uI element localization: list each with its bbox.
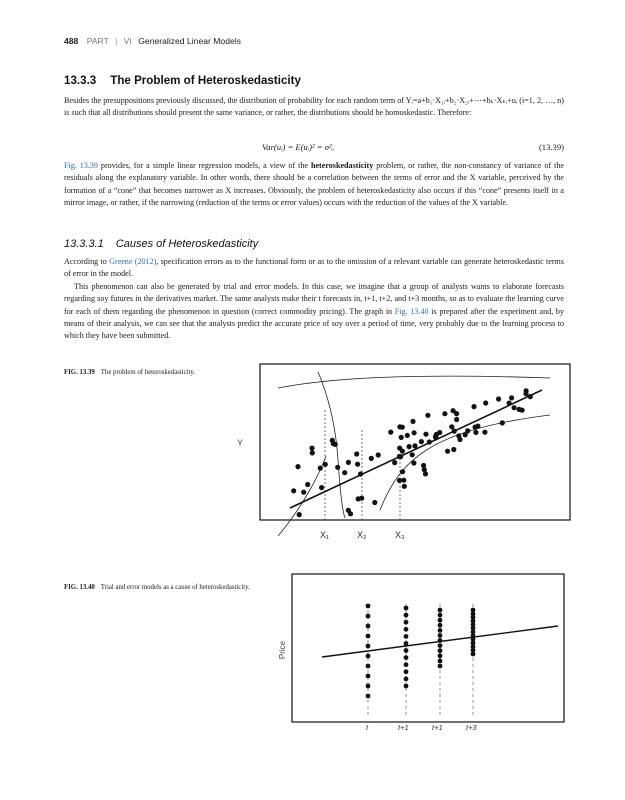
price-point	[438, 638, 443, 643]
scatter-point	[402, 484, 407, 489]
paragraph-greene	[64, 256, 564, 281]
text-run: provides, for a simple linear regression models, a view of the	[97, 161, 311, 170]
scatter-point	[473, 430, 478, 435]
section-heading	[64, 74, 301, 87]
scatter-point	[482, 430, 487, 435]
text-run: problem, or rather, the non-constancy of variance of the residuals along the explanatory variable. In other words, there should be a correlation between the terms of error and the X variable, perceived by the formation of a “cone” that becomes narrower as X increases. Obviously, the problem of heteroskedasticity also occurs if this “cone” presents itself in a mirror image, or rather, if the narrowing (reduction of the terms or error values) occurs with the reduction of the values of the X variable.	[64, 161, 564, 207]
page-number: 488	[64, 36, 79, 46]
greene-2012-link[interactable]: Greene (2012)	[109, 257, 157, 266]
text-run: This phenomenon can also be generated by trial and error models. In this case, we imagine that a group of analysts wants to elaborate forecasts regarding soy futures in the derivatives market. The same analysts make their t forecasts in, t+1, t+2, and t+3 months, so as to evaluate the learning curve for each of them regarding the phenomenon in question (correct commodity pricing). The graph in	[64, 282, 564, 316]
figure-caption-text: Trial and error models as a cause of heteroskedasticity.	[100, 584, 250, 591]
figure-caption-text: The problem of heteroskedasticity.	[100, 369, 196, 376]
price-point	[404, 634, 409, 639]
part-title: Generalized Linear Models	[138, 36, 241, 46]
scatter-point	[500, 420, 505, 425]
price-point	[366, 614, 371, 619]
x-ticks	[320, 530, 405, 540]
scatter-point	[400, 469, 405, 474]
scatter-point	[295, 464, 300, 469]
plot-frame	[292, 574, 564, 722]
price-point	[438, 613, 443, 618]
scatter-point	[437, 430, 442, 435]
figure-label: FIG. 13.40	[64, 584, 95, 591]
scatter-point	[410, 419, 415, 424]
scatter-point	[451, 447, 456, 452]
scatter-point	[427, 439, 432, 444]
scatter-point	[354, 451, 359, 456]
text-run: , specification errors as to the functional form or as to the omission of a relevant variable can generate heteroskedastic terms of error in the model.	[64, 257, 564, 279]
text-run: is prepared after the experiment and, by means of their analysis, we can see that the analysts predict the accurate price of soy over a period of time, very probably due to the learning process to which they have been submitted.	[64, 306, 565, 341]
tick-label: t	[366, 723, 369, 732]
scatter-point	[507, 401, 512, 406]
price-point	[404, 627, 409, 632]
scatter-point	[496, 396, 501, 401]
scatter-point	[342, 470, 347, 475]
figure-caption-13-40	[64, 583, 259, 593]
scatter-point	[355, 462, 360, 467]
price-point	[404, 606, 409, 611]
tick-label: t+1	[432, 723, 443, 732]
price-point	[366, 654, 371, 659]
header-separator: |	[115, 36, 118, 46]
plot-frame	[260, 364, 570, 520]
scatter-point	[423, 432, 428, 437]
scatter-point	[449, 424, 454, 429]
tick-label: X₃	[395, 530, 405, 540]
scatter-point	[392, 460, 397, 465]
price-point	[438, 643, 443, 648]
paragraph-trial-error	[64, 281, 564, 342]
scatter-point	[346, 508, 351, 513]
price-point	[366, 624, 371, 629]
price-point	[404, 613, 409, 618]
scatter-point	[419, 439, 424, 444]
price-point	[438, 653, 443, 658]
bold-term: heteroskedasticity	[310, 161, 374, 170]
section-title: The Problem of Heteroskedasticity	[110, 74, 301, 87]
subsection-title: Causes of Heteroskedasticity	[115, 238, 259, 250]
price-point	[366, 664, 371, 669]
price-point	[438, 664, 443, 669]
price-point	[438, 623, 443, 628]
figure-13-40-trial-error	[270, 568, 590, 740]
scatter-point	[412, 430, 417, 435]
scatter-point	[454, 411, 459, 416]
price-point	[366, 644, 371, 649]
price-point	[404, 620, 409, 625]
part-label: PART	[86, 36, 109, 46]
equation-text: Var(uᵢ) = E(uᵢ)² = σ²ᵤ	[262, 142, 335, 152]
paragraph-figure-description	[64, 160, 564, 209]
scatter-point	[372, 500, 377, 505]
scatter-point	[528, 394, 533, 399]
price-point	[366, 684, 371, 689]
scatter-point	[397, 424, 402, 429]
tick-label: t+1	[398, 723, 409, 732]
scatter-point	[433, 435, 438, 440]
scatter-point	[397, 446, 402, 451]
equation-number: (13.39)	[538, 142, 564, 152]
price-point	[471, 652, 476, 657]
scatter-point	[318, 466, 323, 471]
scatter-point	[471, 404, 476, 409]
price-point	[404, 641, 409, 646]
x-ticks	[366, 723, 477, 732]
price-point	[438, 633, 443, 638]
scatter-point	[411, 460, 416, 465]
scatter-point	[523, 391, 528, 396]
running-header	[64, 36, 241, 46]
y-axis-label: Y	[236, 438, 244, 448]
scatter-point	[445, 449, 450, 454]
scatter-point	[323, 462, 328, 467]
scatter-point	[483, 400, 488, 405]
scatter-point	[388, 430, 393, 435]
section-number: 13.3.3	[64, 74, 97, 87]
figure-label: FIG. 13.39	[64, 369, 95, 376]
scatter-point	[407, 444, 412, 449]
price-point	[366, 674, 371, 679]
figure-13-39-heteroskedasticity	[230, 360, 590, 550]
price-point	[366, 604, 371, 609]
subsection-heading	[64, 238, 258, 250]
scatter-point	[310, 450, 315, 455]
scatter-point	[305, 482, 310, 487]
price-point	[438, 628, 443, 633]
price-point	[366, 634, 371, 639]
scatter-point	[401, 478, 406, 483]
price-point	[404, 677, 409, 682]
scatter-point	[376, 452, 381, 457]
fig-13-39-link[interactable]: Fig. 13.39	[64, 161, 98, 170]
scatter-point	[397, 454, 402, 459]
price-point	[438, 608, 443, 613]
scatter-point	[405, 433, 410, 438]
scatter-point	[423, 471, 428, 476]
price-point	[438, 648, 443, 653]
scatter-point	[369, 456, 374, 461]
equation-13-39	[64, 142, 564, 156]
scatter-point	[399, 435, 404, 440]
scatter-point	[309, 446, 314, 451]
fig-13-40-link[interactable]: Fig. 13.40	[394, 306, 429, 316]
price-point	[404, 684, 409, 689]
scatter-point	[512, 405, 517, 410]
scatter-point	[335, 465, 340, 470]
scatter-point	[346, 460, 351, 465]
price-point	[438, 659, 443, 664]
scatter-point	[356, 496, 361, 501]
part-number: VI	[123, 36, 132, 46]
scatter-point	[509, 395, 514, 400]
scatter-point	[410, 452, 415, 457]
scatter-point	[301, 490, 306, 495]
scatter-point	[442, 411, 447, 416]
price-point	[404, 655, 409, 660]
scatter-point	[412, 443, 417, 448]
scatter-point	[517, 407, 522, 412]
scatter-point	[425, 413, 430, 418]
scatter-point	[465, 428, 470, 433]
price-point	[404, 662, 409, 667]
scatter-point	[473, 425, 478, 430]
price-point	[366, 694, 371, 699]
tick-label: t+3	[466, 723, 477, 732]
scatter-point	[358, 471, 363, 476]
text-run: According to	[64, 257, 110, 266]
tick-label: X₂	[357, 530, 367, 540]
y-axis-label: Price	[278, 640, 287, 660]
price-point	[404, 648, 409, 653]
tick-label: X₁	[320, 530, 330, 540]
subsection-number: 13.3.3.1	[64, 238, 104, 250]
scatter-point	[454, 417, 459, 422]
price-point	[404, 669, 409, 674]
paragraph-presuppositions: Besides the presuppositions previously discussed, the distribution of probability for each random term of Yᵢ=a+b₁·X₁ᵢ+b₂·X₂ᵢ+⋯+bₖ·Xₖᵢ+uᵢ (i=1, 2, …, n) is such that all distributions should present the same variance, or rather, the distributions should be homoskedastic. Therefore:	[64, 96, 564, 118]
scatter-point	[297, 512, 302, 517]
scatter-point	[319, 485, 324, 490]
scatter-point	[291, 488, 296, 493]
price-point	[438, 618, 443, 623]
scatter-point	[457, 437, 462, 442]
scatter-point	[330, 438, 335, 443]
